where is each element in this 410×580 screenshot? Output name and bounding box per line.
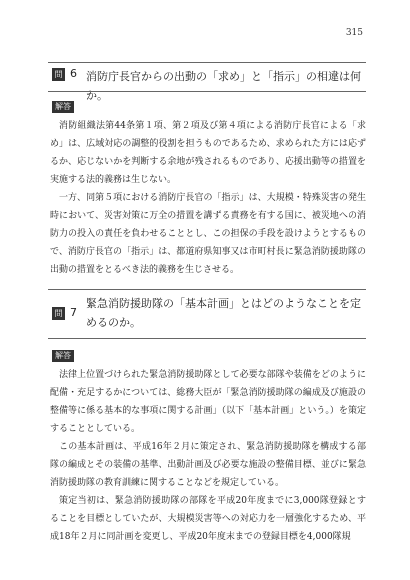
q6-top-rule <box>48 62 366 63</box>
question-7 <box>52 294 362 332</box>
q7-bottom-rule <box>48 338 366 339</box>
question-6 <box>52 67 362 105</box>
question-number: 7 <box>70 306 77 319</box>
question-number: 6 <box>70 67 77 80</box>
q6-bottom-rule <box>48 91 366 92</box>
answer-paragraph: 一方、同第５項における消防庁長官の「指示」は、大規模・特殊災害の発生時において、災害対策に万全の措置を講ずる責務を有する国に、被災地への消防力の投入の責任を負わせることとし、この担保の手段を設けようとするもので、消防庁長官の「指示」は、都道府県知事又は市町村長に緊急消防援助隊の出動の措置をとるべき法的義務を生じさせる。 <box>50 193 366 275</box>
answer-7-body <box>50 366 366 546</box>
answer-badge: 解答 <box>52 350 74 362</box>
question-badge: 問 <box>52 307 65 320</box>
answer-paragraph: この基本計画は、平成16年２月に策定され、緊急消防援助隊を構成する部隊の編成とその装備の基準、出動計画及び必要な施設の整備目標、並びに緊急消防援助隊の教育訓練に関することなどを規定している。 <box>50 442 366 488</box>
q7-top-rule <box>48 289 366 290</box>
answer-badge: 解答 <box>52 101 74 113</box>
answer-paragraph: 策定当初は、緊急消防援助隊の部隊を平成20年度までに3,000隊登録とすることを目標としていたが、大規模災害等への対応力を一層強化するため、平成18年２月に同計画を変更し、平成20年度末までの登録目標を4,000隊規 <box>50 496 366 542</box>
question-text: 緊急消防援助隊の「基本計画」とはどのようなことを定めるのか。 <box>86 297 361 329</box>
question-badge: 問 <box>52 68 65 81</box>
answer-paragraph: 消防組織法第44条第１項、第２項及び第４項による消防庁長官による「求め」は、広域対応の調整的役割を担うものであるため、求められた方には応ずるか、応じないかを判断する余地が残されるものであり、応援出動等の措置を実施する法的義務は生じない。 <box>50 121 366 185</box>
question-text: 消防庁長官からの出動の「求め」と「指示」の相違は何か。 <box>86 70 361 102</box>
page-number: 315 <box>345 28 363 38</box>
answer-6-body <box>50 117 366 279</box>
answer-paragraph: 法律上位置づけられた緊急消防援助隊として必要な部隊や装備をどのように配備・充足するかについては、総務大臣が「緊急消防援助隊の編成及び施設の整備等に係る基本的な事項に関する計画」（以下「基本計画」という。）を策定することとしている。 <box>50 370 366 434</box>
